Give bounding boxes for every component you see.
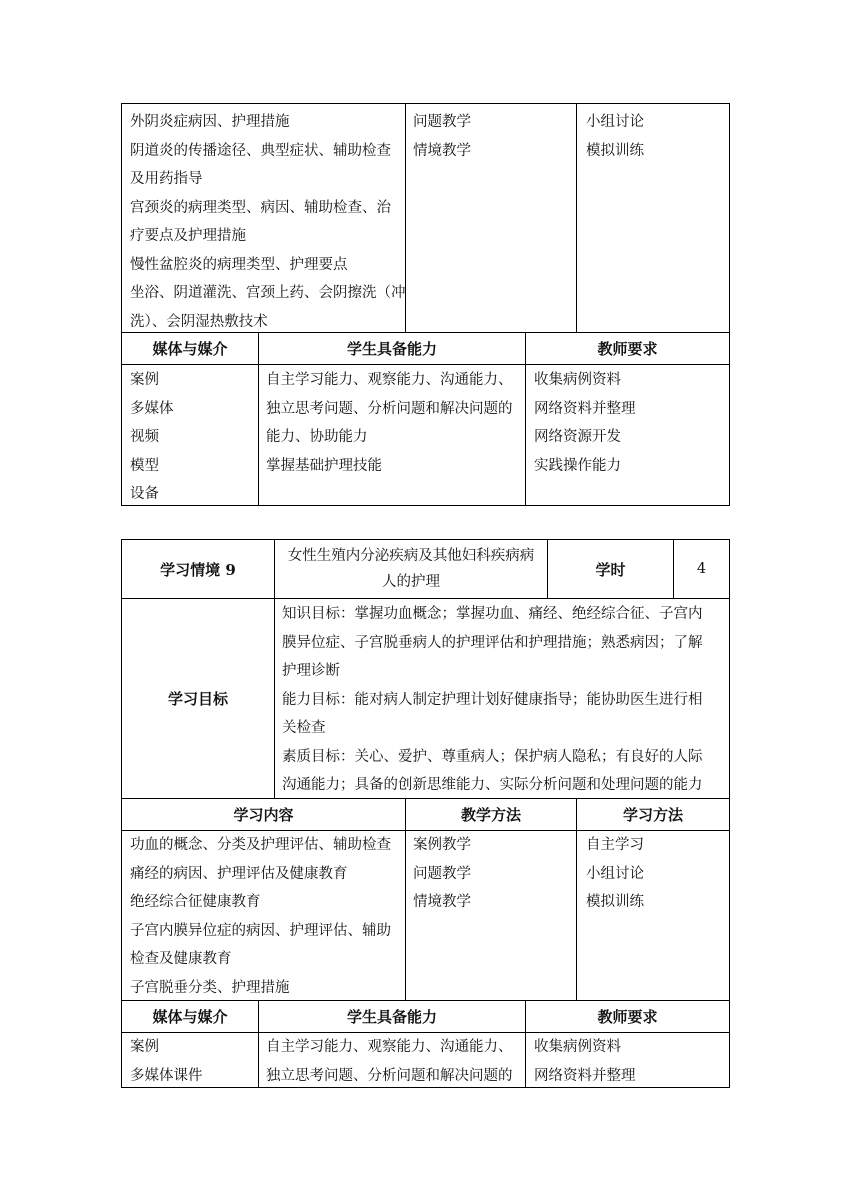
list-item: 实践操作能力 — [534, 457, 621, 474]
list-item: 掌握基础护理技能 — [266, 457, 382, 474]
list-item: 收集病例资料 — [534, 1039, 621, 1055]
list-item: 网络资料并整理 — [534, 400, 636, 417]
list-item: 情境教学 — [413, 142, 471, 159]
media-list — [130, 1033, 203, 1090]
goal-line: 能力目标：能对病人制定护理计划好健康指导；能协助医生进行相 — [282, 691, 703, 708]
list-item: 自主学习能力、观察能力、沟通能力、 — [266, 1039, 513, 1055]
situation-label: 学习情境 9 — [160, 560, 236, 579]
hours-label: 学时 — [595, 560, 626, 579]
list-item: 问题教学 — [413, 114, 471, 130]
hours-value: 4 — [696, 560, 707, 577]
list-item: 案例教学 — [413, 837, 471, 853]
list-item: 外阴炎症病因、护理措施 — [130, 114, 290, 130]
list-item: 功血的概念、分类及护理评估、辅助检查 — [130, 837, 391, 853]
teacher-list — [534, 1033, 636, 1090]
list-item: 视频 — [130, 429, 159, 445]
list-item: 绝经综合征健康教育 — [130, 894, 261, 910]
media-header: 媒体与媒介 — [152, 1008, 228, 1026]
list-item: 网络资料并整理 — [534, 1067, 636, 1084]
media-header: 媒体与媒介 — [152, 340, 228, 358]
goal-line: 护理诊断 — [282, 663, 340, 679]
list-item: 小组讨论 — [586, 114, 644, 130]
goals-label: 学习目标 — [167, 690, 228, 708]
list-item: 多媒体课件 — [130, 1067, 203, 1084]
list-item: 情境教学 — [413, 894, 471, 910]
list-item: 网络资源开发 — [534, 429, 621, 445]
list-item: 独立思考问题、分析问题和解决问题的 — [266, 400, 513, 417]
list-item: 多媒体 — [130, 400, 174, 417]
list-item: 设备 — [130, 486, 159, 502]
content-list — [130, 108, 406, 336]
list-item: 模拟训练 — [586, 894, 644, 910]
teacher-header: 教师要求 — [597, 340, 658, 358]
learning-method-list — [586, 831, 644, 917]
teacher-header: 教师要求 — [597, 1008, 658, 1026]
list-item: 痛经的病因、护理评估及健康教育 — [130, 865, 348, 882]
situation-title — [274, 543, 548, 595]
learning-method-list — [586, 108, 644, 165]
learning-header: 学习方法 — [622, 806, 683, 824]
content-header: 学习内容 — [233, 806, 294, 824]
ability-header: 学生具备能力 — [346, 1008, 437, 1026]
goals-list — [282, 600, 703, 800]
list-item: 小组讨论 — [586, 865, 644, 882]
list-item: 子宫内膜异位症的病因、护理评估、辅助 — [130, 922, 391, 939]
ability-list — [266, 366, 513, 480]
ability-header: 学生具备能力 — [346, 340, 437, 358]
list-item: 自主学习能力、观察能力、沟通能力、 — [266, 372, 513, 388]
list-item: 疗要点及护理措施 — [130, 228, 246, 244]
list-item: 坐浴、阴道灌洗、宫颈上药、会阴擦洗（冲 — [130, 285, 406, 301]
list-item: 案例 — [130, 372, 159, 388]
goal-line: 素质目标：关心、爱护、尊重病人；保护病人隐私；有良好的人际 — [282, 748, 703, 765]
list-item: 模拟训练 — [586, 142, 644, 159]
media-list — [130, 366, 174, 509]
list-item: 子宫脱垂分类、护理措施 — [130, 979, 290, 996]
list-item: 慢性盆腔炎的病理类型、护理要点 — [130, 256, 348, 273]
teacher-list — [534, 366, 636, 480]
list-item: 宫颈炎的病理类型、病因、辅助检查、治 — [130, 199, 391, 216]
goal-line: 膜异位症、子宫脱垂病人的护理评估和护理措施；熟悉病因；了解 — [282, 634, 703, 651]
list-item: 独立思考问题、分析问题和解决问题的 — [266, 1067, 513, 1084]
list-item: 及用药指导 — [130, 171, 203, 187]
goal-line: 沟通能力；具备的创新思维能力、实际分析问题和处理问题的能力 — [282, 777, 703, 793]
list-item: 能力、协助能力 — [266, 429, 368, 445]
list-item: 自主学习 — [586, 837, 644, 853]
situation-title-line: 女性生殖内分泌疾病及其他妇科疾病病 — [287, 548, 535, 564]
list-item: 收集病例资料 — [534, 372, 621, 388]
list-item: 检查及健康教育 — [130, 951, 232, 967]
list-item: 洗）、会阴湿热敷技术 — [130, 313, 268, 330]
list-item: 问题教学 — [413, 865, 471, 882]
goal-line: 知识目标：掌握功血概念；掌握功血、痛经、绝经综合征、子宫内 — [282, 606, 703, 622]
situation-title-line: 人的护理 — [382, 574, 440, 590]
list-item: 模型 — [130, 457, 159, 474]
content-list — [130, 831, 391, 1002]
ability-list — [266, 1033, 513, 1090]
teaching-header: 教学方法 — [460, 806, 521, 824]
teaching-method-list — [413, 108, 471, 165]
list-item: 阴道炎的传播途径、典型症状、辅助检查 — [130, 142, 391, 159]
list-item: 案例 — [130, 1039, 159, 1055]
goal-line: 关检查 — [282, 720, 326, 736]
teaching-method-list — [413, 831, 471, 917]
